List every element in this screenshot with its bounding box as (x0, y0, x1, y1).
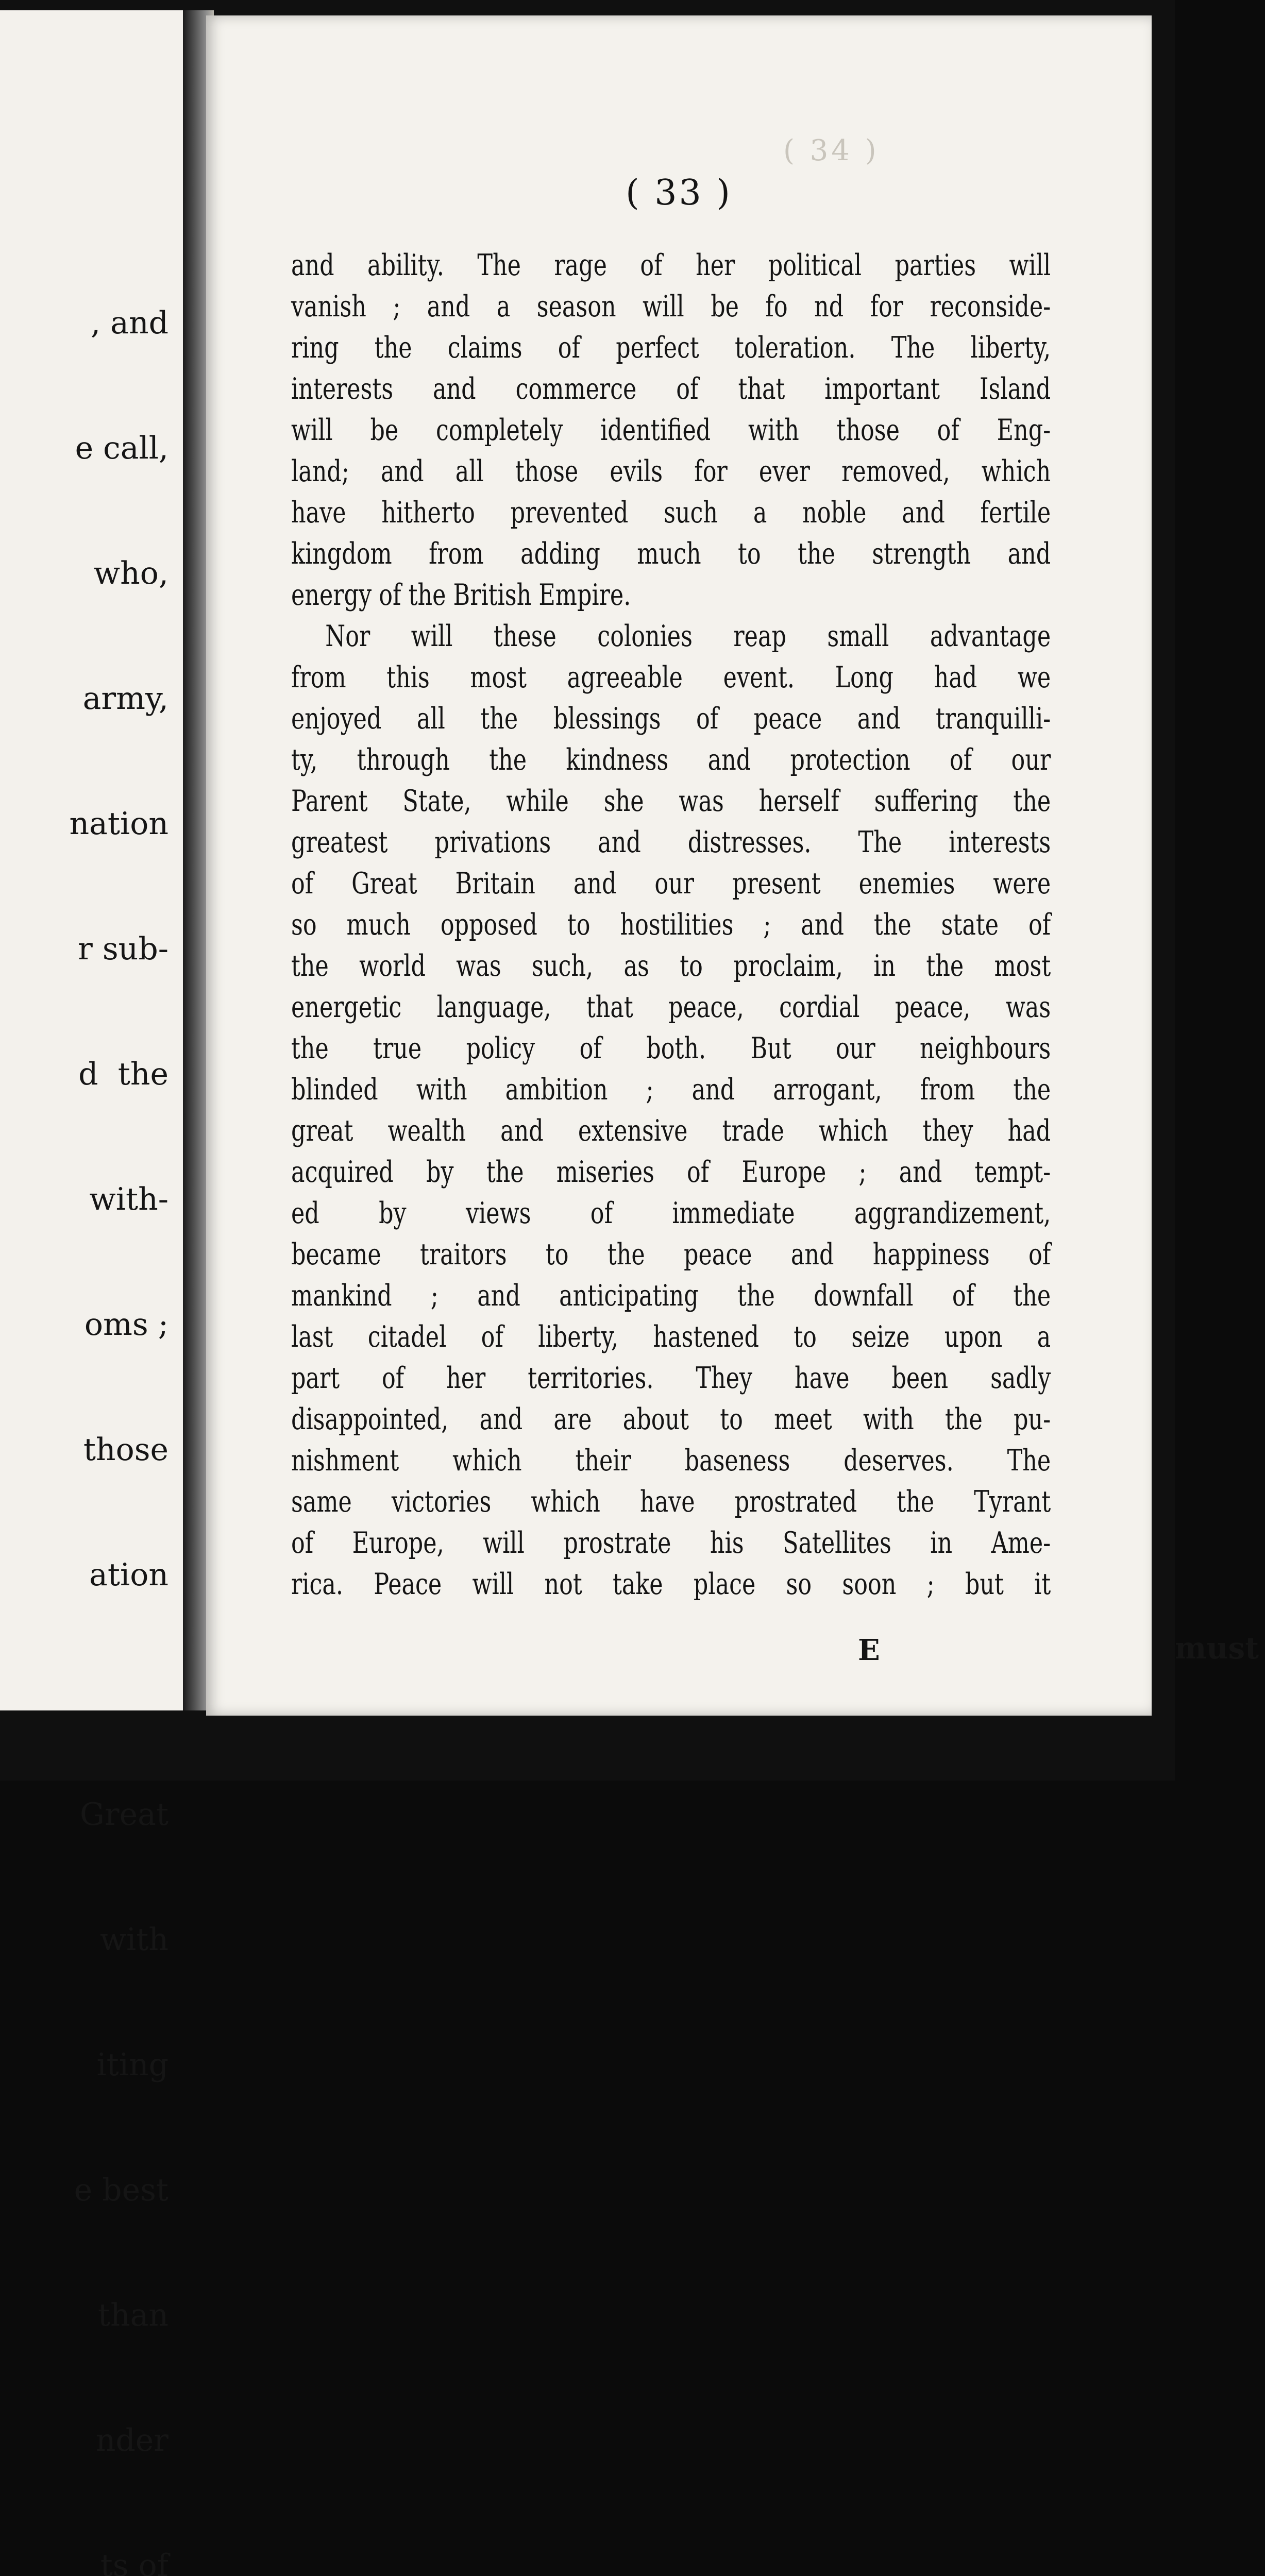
left-line: those (83, 1432, 168, 1468)
text-line: energetic language, that peace, cordial peace, was (291, 990, 1051, 1024)
left-line: e call, (75, 430, 168, 466)
left-line-gap (4, 1680, 168, 1710)
text-line: interests and commerce of that important Island (291, 372, 1051, 406)
text-line: of Europe, will prostrate his Satellites in Ame- (291, 1526, 1051, 1560)
left-facing-page (0, 10, 184, 2576)
left-line: iting (96, 2047, 168, 2083)
text-line: greatest privations and distresses. The interests (291, 825, 1051, 859)
text-line: the true policy of both. But our neighbours (291, 1031, 1051, 1065)
text-line: disappointed, and are about to meet with the pu- (291, 1402, 1051, 1436)
text-line: nishment which their baseness deserves. The (291, 1444, 1051, 1478)
text-line: and ability. The rage of her political parties will (291, 248, 1051, 282)
text-line: mankind ; and anticipating the downfall of the (291, 1279, 1051, 1313)
page-number: ( 33 ) (626, 173, 732, 213)
text-line: so much opposed to hostilities ; and the state of (291, 908, 1051, 942)
text-line: land; and all those evils for ever removed, which (291, 454, 1051, 488)
paragraph-first-line: Nor will these colonies reap small advantage (325, 619, 1051, 653)
text-line: Parent State, while she was herself suffering the (291, 784, 1051, 818)
left-line: nation (69, 806, 168, 842)
text-line: became traitors to the peace and happiness of (291, 1238, 1051, 1272)
text-line: of Great Britain and our present enemies were (291, 867, 1051, 901)
text-line: kingdom from adding much to the strength and (291, 537, 1051, 571)
left-line: with (99, 1922, 168, 1958)
left-line: nder (95, 2422, 168, 2459)
left-line: , and (91, 305, 168, 341)
text-line: same victories which have prostrated the Tyrant (291, 1485, 1051, 1519)
text-line: great wealth and extensive trade which they had (291, 1114, 1051, 1148)
bleed-through-page-number: ( 34 ) (783, 134, 880, 167)
left-line: e best (74, 2172, 168, 2208)
text-line: blinded with ambition ; and arrogant, from the (291, 1073, 1051, 1107)
text-line: ty, through the kindness and protection of our (291, 743, 1051, 777)
text-line: have hitherto prevented such a noble and fertile (291, 496, 1051, 530)
left-line: army, (82, 681, 168, 717)
left-line: ts of (100, 2548, 168, 2576)
text-line: from this most agreeable event. Long had we (291, 660, 1051, 694)
text-line: vanish ; and a season will be fo nd for reconside- (291, 290, 1051, 324)
left-line: ation (89, 1557, 168, 1593)
text-line: energy of the British Empire. (291, 578, 631, 612)
signature-mark: E (858, 1633, 880, 1667)
text-line: part of her territories. They have been sadly (291, 1361, 1051, 1395)
text-line: enjoyed all the blessings of peace and tranquilli- (291, 702, 1051, 736)
left-line: d the (78, 1056, 168, 1092)
text-line: acquired by the miseries of Europe ; and tempt- (291, 1155, 1051, 1189)
page-body-text (291, 245, 1265, 1605)
left-line: r sub- (78, 931, 168, 967)
left-page-text (4, 219, 168, 2576)
left-line: with- (89, 1181, 168, 1217)
left-line: than (97, 2297, 168, 2333)
text-line: will be completely identified with those of Eng- (291, 413, 1051, 447)
left-line: Great (79, 1797, 168, 1833)
text-line: the world was such, as to proclaim, in the most (291, 949, 1051, 983)
right-page (206, 15, 1259, 1716)
catchword: must (1175, 1631, 1259, 1666)
text-line: ed by views of immediate aggrandizement, (291, 1196, 1051, 1230)
text-line: last citadel of liberty, hastened to seize upon a (291, 1320, 1051, 1354)
left-line: oms ; (84, 1307, 168, 1343)
text-line: rica. Peace will not take place so soon ; but it (291, 1567, 1051, 1601)
text-line: ring the claims of perfect toleration. The liberty, (291, 331, 1051, 365)
left-line: who, (93, 555, 168, 591)
